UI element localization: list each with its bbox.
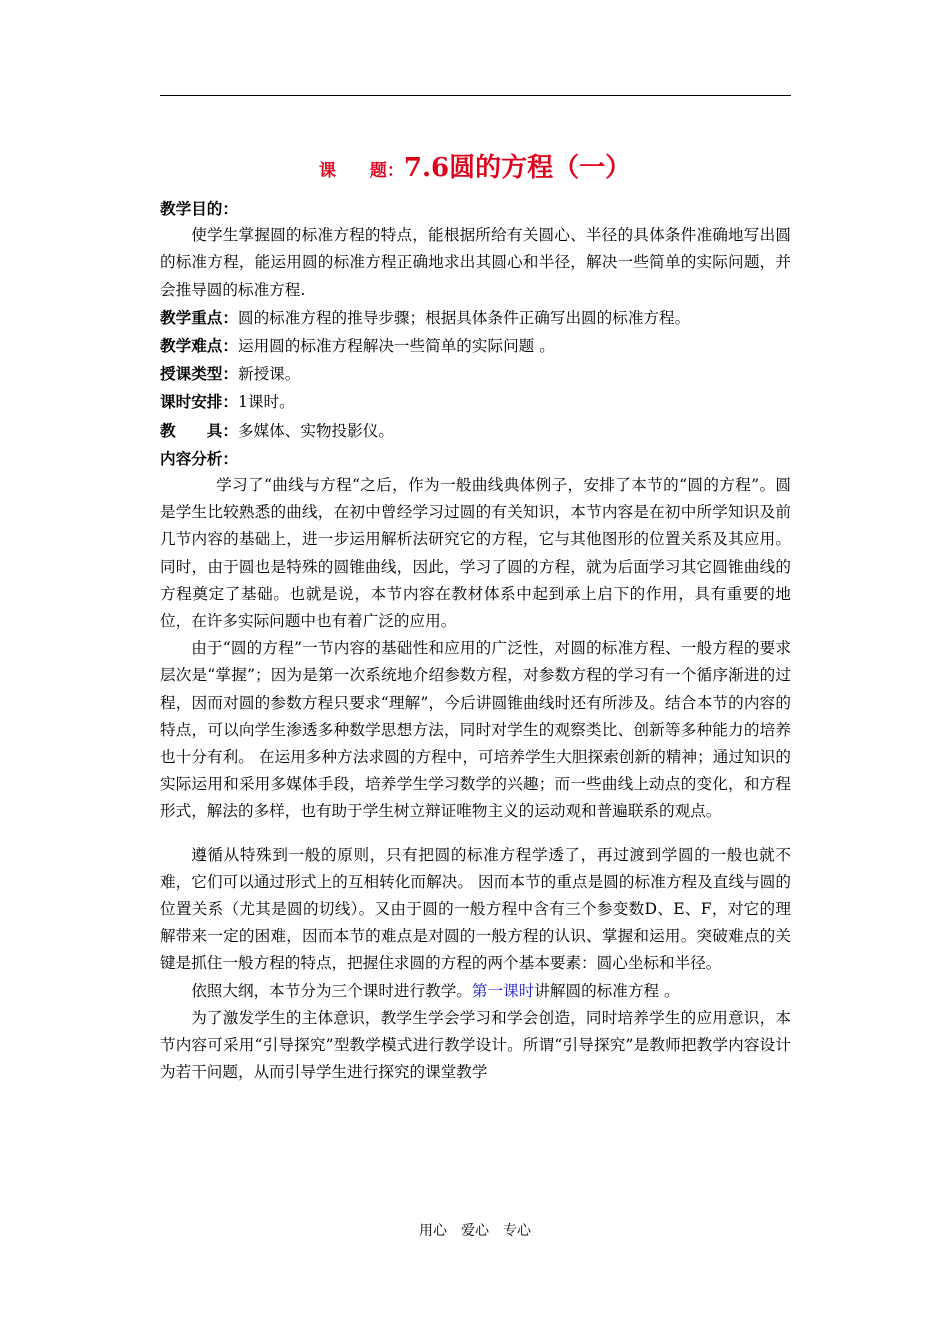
difficulty-line xyxy=(160,332,791,360)
p4-before: 依照大纲，本节分为三个课时进行教学。 xyxy=(191,981,472,1000)
lesson-type-label: 授课类型： xyxy=(160,364,238,384)
title-main: 7.6圆的方程（一） xyxy=(403,153,632,183)
analysis-paragraph-5: 为了激发学生的主体意识，教学生学会学习和学会创造，同时培养学生的应用意识，本节内容可采用“引导探究”型教学模式进行教学设计。所谓“引导探究”是教师把教学内容设计为若干问题，从而引导学生进行探究的课堂教学 xyxy=(160,1008,791,1082)
goal-heading: 教学目的： xyxy=(160,199,238,218)
analysis-paragraph-2: 由于“圆的方程”一节内容的基础性和应用的广泛性，对圆的标准方程、一般方程的要求层次是“掌握”；因为是第一次系统地介绍参数方程，对参数方程的学习有一个循序渐进的过程，因而对圆的参数方程只要求“理解”，今后讲圆锥曲线时还有所涉及。结合本节的内容的特点，可以向学生渗透多种数学思想方法，同时对学生的观察类比、创新等多种能力的培养也十分有利。 在运用多种方法求圆的方程中，可培养学生大胆探索创新的精神；通过知识的实际运用和采用多媒体手段，培养学生学习数学的兴趣；而一些曲线上动点的变化，和方程形式，解法的多样，也有助于学生树立辩证唯物主义的运动观和普遍联系的观点。 xyxy=(160,639,791,821)
tools-line xyxy=(160,417,791,445)
tools-text: 多媒体、实物投影仪。 xyxy=(237,421,394,440)
analysis-paragraph-1: 学习了“曲线与方程“之后，作为一般曲线典体例子，安排了本节的“圆的方程”。圆是学生比较熟悉的曲线，在初中曾经学习过圆的有关知识，本节内容是在初中所学知识及前几节内容的基础上，进一步运用解析法研究它的方程，它与其他图形的位置关系及其应用。同时，由于圆也是特殊的圆锥曲线，因此，学习了圆的方程，就为后面学习其它圆锥曲线的方程奠定了基础。也就是说，本节内容在教材体系中起到承上启下的作用，具有重要的地位，在许多实际问题中也有着广泛的应用。 xyxy=(160,476,791,631)
p4-after: 讲解圆的标准方程 。 xyxy=(534,981,680,1000)
page-footer: 用心 爱心 专心 xyxy=(419,1223,531,1239)
difficulty-label: 教学难点： xyxy=(160,336,238,356)
hours-label: 课时安排： xyxy=(160,392,238,412)
lesson-type-text: 新授课。 xyxy=(237,365,301,384)
key-point-text: 圆的标准方程的推导步骤；根据具体条件正确写出圆的标准方程。 xyxy=(237,308,691,327)
key-point-line xyxy=(160,304,791,332)
analysis-paragraph-4 xyxy=(160,978,791,1005)
first-lesson-link[interactable]: 第一课时 xyxy=(471,981,535,1000)
lesson-title xyxy=(0,150,950,189)
goal-text: 使学生掌握圆的标准方程的特点，能根据所给有关圆心、半径的具体条件准确地写出圆的标准方程，能运用圆的标准方程正确地求出其圆心和半径，解决一些简单的实际问题，并会推导圆的标准方程. xyxy=(160,226,791,299)
analysis-heading: 内容分析： xyxy=(160,448,238,468)
analysis-paragraph-3: 遵循从特殊到一般的原则，只有把圆的标准方程学透了，再过渡到学圆的一般也就不难，它们可以通过形式上的互相转化而解决。 因而本节的重点是圆的标准方程及直线与圆的位置关系（尤其是圆的切线）。又由于圆的一般方程中含有三个参变数D、E、F，对它的理解带来一定的困难，因而本节的难点是对圆的一般方程的认识、掌握和运用。突破难点的关键是抓住一般方程的特点，把握住求圆的方程的两个基本要素：圆心坐标和半径。 xyxy=(160,845,791,973)
tools-label: 教 具： xyxy=(160,420,238,440)
key-point-label: 教学重点： xyxy=(160,307,238,327)
document-body xyxy=(160,195,791,1087)
hours-line xyxy=(160,388,791,416)
title-label: 课 题： xyxy=(318,161,404,181)
lesson-type-line xyxy=(160,360,791,388)
header-rule xyxy=(160,95,791,96)
difficulty-text: 运用圆的标准方程解决一些简单的实际问题 。 xyxy=(237,337,555,356)
hours-text: 1课时。 xyxy=(237,393,295,412)
